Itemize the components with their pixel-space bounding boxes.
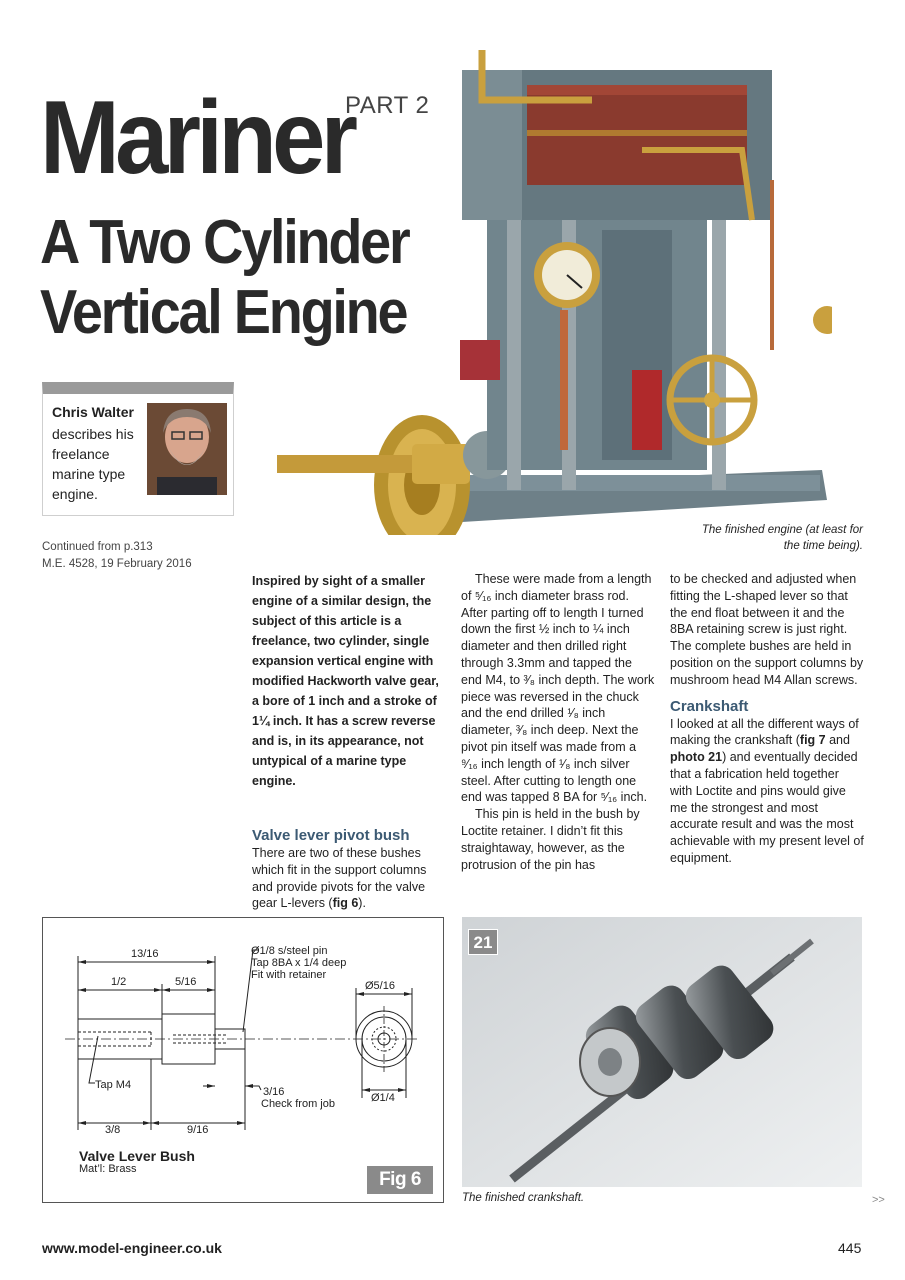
dim-5-16: 5/16	[175, 976, 197, 988]
paragraph-2: These were made from a length of ⁵⁄₁₆ inch diameter brass rod. After parting off to length I turned down the first ½ inch to ¼ inch diameter and then drilled right through 3.3mm and tapped the end M4, to ³⁄₈ inch depth. The work piece was reversed in the chuck and the end drilled ¹⁄₈ inch diameter, ³⁄₈ inch deep. Next the pivot pin itself was made from a ⁹⁄₁₆ inch length of ¹⁄₈ inch silver steel. After cutting to length one end was tapped 8 BA for ⁵⁄₁₆ inch.	[461, 572, 655, 805]
crankshaft-caption: The finished crankshaft.	[462, 1192, 585, 1204]
continue-chevron-icon: >>	[872, 1194, 885, 1206]
paragraph-4: I looked at all the different ways of making the crankshaft (fig 7 and photo 21) and eventually decided that a fabrication held together with Loctite and pins would give me the strongest and most accurate result and was the most achievable with my present level of equipment.	[670, 716, 864, 865]
note-pin-line-3: Fit with retainer	[251, 969, 327, 981]
author-description: describes his freelance marine type engine.	[52, 426, 134, 502]
photo-21-reference: photo 21	[670, 750, 723, 765]
figure-title: Valve Lever Bush	[79, 1148, 195, 1164]
figure-label: Fig 6	[367, 1166, 433, 1194]
footer-url[interactable]: www.model-engineer.co.uk	[42, 1240, 222, 1256]
engine-photo	[272, 30, 832, 535]
article-column-1	[252, 571, 442, 912]
dim-dia-1-4: Ø1/4	[371, 1092, 395, 1104]
part-label: PART 2	[345, 92, 430, 119]
note-pin-line-2: Tap 8BA x 1/4 deep	[251, 957, 347, 969]
title-line-3: Vertical Engine	[40, 278, 407, 347]
title-main: Mariner	[40, 80, 354, 196]
heading-valve-lever-pivot-bush: Valve lever pivot bush	[252, 827, 410, 844]
article-lead: Inspired by sight of a smaller engine of a similar design, the subject of this article is a freelance, two cylinder, single expansion vertical engine with modified Hackworth valve gear, a bore of 1 inch and a stroke of 1¼ inch. It has a screw reverse and is, in its appearance, not untypical of a marine type engine.	[252, 574, 439, 788]
fig-7-reference: fig 7	[799, 733, 826, 748]
article-column-2	[461, 571, 655, 873]
figure-material: Mat’l: Brass	[79, 1163, 137, 1175]
article-column-3	[670, 571, 864, 867]
paragraph-1: There are two of these bushes which fit in the support columns and provide pivots for the valve gear L-levers (fig 6).	[252, 846, 427, 911]
page-number: 445	[838, 1240, 862, 1256]
dim-1-2: 1/2	[111, 976, 127, 988]
author-box	[42, 382, 234, 516]
note-pin-line-1: Ø1/8 s/steel pin	[251, 945, 328, 957]
engine-photo-caption: The finished engine (at least for the time being).	[701, 524, 863, 552]
crankshaft-photo	[462, 917, 862, 1187]
dim-9-16: 9/16	[187, 1124, 209, 1136]
paragraph-3-part-1: This pin is held in the bush by Loctite retainer. I didn’t fit this straightaway, however, as the protrusion of the pin has	[461, 807, 640, 872]
note-tap-m4: Tap M4	[95, 1079, 132, 1091]
heading-crankshaft: Crankshaft	[670, 697, 749, 715]
author-name: Chris Walter	[52, 404, 134, 420]
continued-line-1: Continued from p.313	[42, 541, 153, 553]
dim-3-8: 3/8	[105, 1124, 121, 1136]
photo-number-badge: 21	[468, 929, 498, 955]
title-line-2: A Two Cylinder	[40, 208, 409, 277]
dim-13-16: 13/16	[131, 948, 159, 960]
continued-from	[42, 539, 192, 573]
continued-line-2: M.E. 4528, 19 February 2016	[42, 558, 192, 570]
fig-6-reference: fig 6	[332, 896, 359, 911]
dim-dia-5-16: Ø5/16	[365, 980, 395, 992]
author-photo	[147, 403, 227, 495]
note-check-from-job: Check from job	[261, 1098, 335, 1110]
paragraph-3-part-2: to be checked and adjusted when fitting the L-shaped lever so that the end float between it and the 8BA retaining screw is just right. The complete bushes are held in position on the support columns by mushroom head M4 Allan screws.	[670, 572, 864, 687]
figure-6	[42, 917, 444, 1203]
dim-3-16: 3/16	[263, 1086, 285, 1098]
